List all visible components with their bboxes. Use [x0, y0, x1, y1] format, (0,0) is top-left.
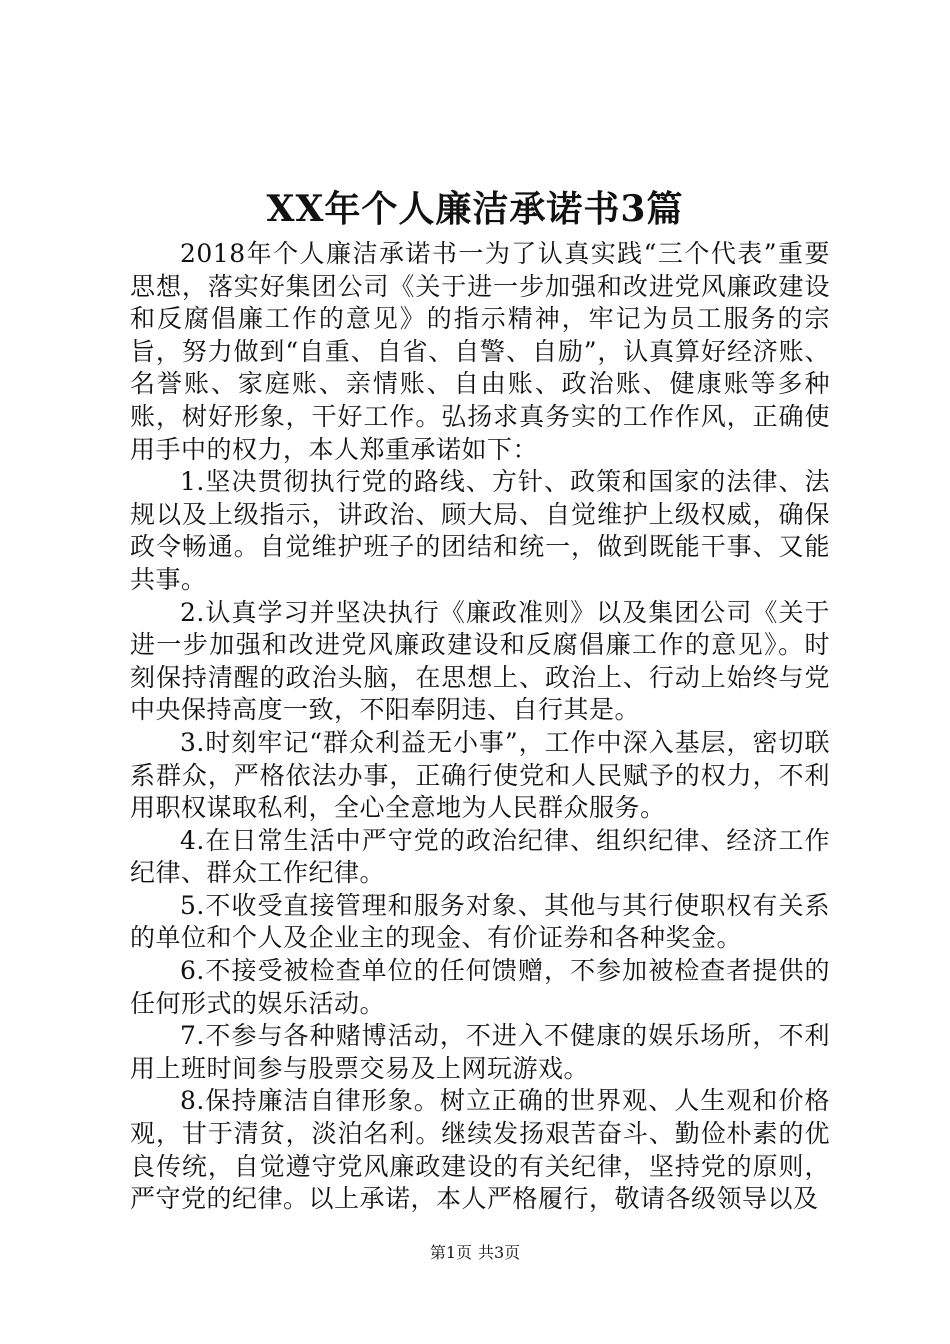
- paragraph-item-7: 7.不参与各种赌博活动，不进入不健康的娱乐场所，不利用上班时间参与股票交易及上网玩游戏。: [130, 1021, 830, 1083]
- page-footer: [0, 1243, 950, 1263]
- paragraph-item-5: 5.不收受直接管理和服务对象、其他与其行使职权有关系的单位和个人及企业主的现金、有价证券和各种奖金。: [130, 890, 830, 953]
- paragraph-item-6: 6.不接受被检查单位的任何馈赠，不参加被检查者提供的任何形式的娱乐活动。: [130, 956, 830, 1018]
- paragraph-item-4: 4.在日常生活中严守党的政治纪律、组织纪律、经济工作纪律、群众工作纪律。: [130, 825, 830, 888]
- paragraph-intro: 2018年个人廉洁承诺书一为了认真实践“三个代表”重要思想，落实好集团公司《关于进一步加强和改进党风廉政建设和反腐倡廉工作的意见》的指示精神，牢记为员工服务的宗旨，努力做到“自重、自省、自警、自励”，认真算好经济账、名誉账、家庭账、亲情账、自由账、政治账、健康账等多种账，树好形象，干好工作。弘扬求真务实的工作作风，正确使用手中的权力，本人郑重承诺如下：: [130, 239, 830, 464]
- paragraph-item-1: 1.坚决贯彻执行党的路线、方针、政策和国家的法律、法规以及上级指示，讲政治、顾大局、自觉维护上级权威，确保政令畅通。自觉维护班子的团结和统一，做到既能干事、又能共事。: [130, 467, 830, 594]
- paragraph-item-3: 3.时刻牢记“群众利益无小事”，工作中深入基层，密切联系群众，严格依法办事，正确行使党和人民赋予的权力，不利用职权谋取私利，全心全意地为人民群众服务。: [130, 727, 830, 823]
- paragraph-item-2: 2.认真学习并坚决执行《廉政准则》以及集团公司《关于进一步加强和改进党风廉政建设和反腐倡廉工作的意见》。时刻保持清醒的政治头脑，在思想上、政治上、行动上始终与党中央保持高度一致，不阳奉阴违、自行其是。: [130, 597, 830, 725]
- document-body: [130, 238, 830, 1216]
- page-total: 共3页: [478, 1243, 521, 1262]
- page-number: 第1页: [429, 1243, 472, 1262]
- paragraph-item-8: 8.保持廉洁自律形象。树立正确的世界观、人生观和价格观，甘于清贫，淡泊名利。继续发扬艰苦奋斗、勤俭朴素的优良传统，自觉遵守党风廉政建设的有关纪律，坚持党的原则，严守党的纪律。以上承诺，本人严格履行，敬请各级领导以及: [130, 1086, 830, 1214]
- document-title: XX年个人廉洁承诺书3篇: [266, 188, 684, 230]
